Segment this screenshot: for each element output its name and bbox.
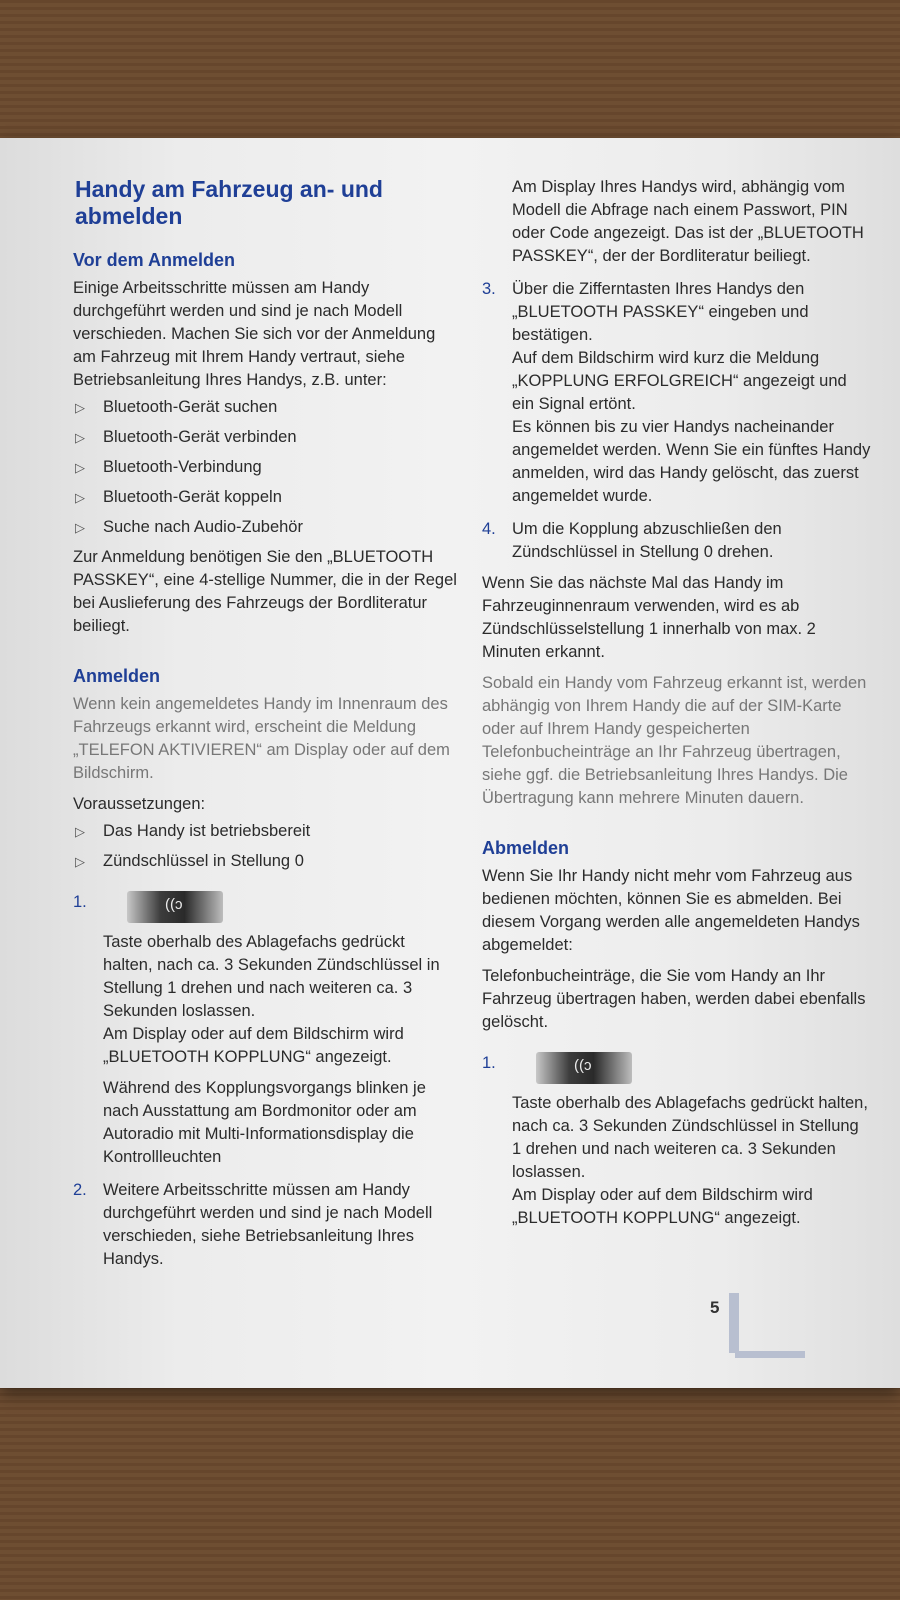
abmelden-step-1 [482,1052,872,1230]
step-1-result: Am Display oder auf dem Bildschirm wird „BLUETOOTH KOPPLUNG“ angezeigt. [103,1025,404,1066]
triangle-bullet-icon: ▷ [75,520,85,535]
triangle-bullet-icon: ▷ [75,824,85,839]
step-4-text: Um die Kopplung abzuschließen den Zündschlüssel in Stellung 0 drehen. [512,520,782,561]
step-3 [482,278,872,508]
phone-key-icon: ((ↄ [127,891,223,923]
phone-key-icon: ((ↄ [536,1052,632,1084]
page-title: Handy am Fahrzeug an- und abmelden [75,176,383,229]
left-column [73,176,458,1271]
step-number: 3. [482,280,496,298]
paragraph-abmelden: Wenn Sie Ihr Handy nicht mehr vom Fahrzeug aus bedienen möchten, können Sie es abmelden. Bei diesem Vorgang werden alle angemeldeten Handys abgemeldet: [482,867,860,954]
step-3-result: Auf dem Bildschirm wird kurz die Meldung „KOPPLUNG ERFOLGREICH“ angezeigt und ein Signal ertönt. [512,349,847,413]
step-1-note: Während des Kopplungsvorgangs blinken je nach Ausstattung am Bordmonitor oder am Autoradio mit Multi-Informationsdisplay die Kontrollleuchten [103,1079,426,1166]
paragraph-continued: Am Display Ihres Handys wird, abhängig vom Modell die Abfrage nach einem Passwort, PIN oder Code angezeigt. Das ist der „BLUETOOTH PASSKEY“, der der Bordliteratur beiliegt. [512,178,864,265]
right-column [482,176,872,1230]
triangle-bullet-icon: ▷ [75,854,85,869]
triangle-bullet-icon: ▷ [75,460,85,475]
prerequisites-label: Voraussetzungen: [73,795,206,813]
list-item: ▷ Zündschlüssel in Stellung 0 [75,850,458,873]
step-3-text: Über die Zifferntasten Ihres Handys den „BLUETOOTH PASSKEY“ eingeben und bestätigen. [512,280,809,344]
triangle-bullet-icon: ▷ [75,490,85,505]
paragraph-phonebook-transfer: Sobald ein Handy vom Fahrzeug erkannt ist, werden abhängig von Ihrem Handy die auf der SIM-Karte oder auf Ihrem Handy gespeicherten Telefonbucheinträge an Ihr Fahrzeug übertragen, siehe ggf. die Betriebsanleitung Ihres Handys. Die Übertragung kann mehrere Minuten dauern. [482,674,867,807]
list-item: ▷ Bluetooth-Gerät verbinden [75,426,458,449]
paragraph-anmelden: Wenn kein angemeldetes Handy im Innenraum des Fahrzeugs erkannt wird, erscheint die Meldung „TELEFON AKTIVIEREN“ am Display oder auf dem Bildschirm. [73,695,450,782]
page-marker-bar [729,1293,739,1353]
list-item: ▷ Bluetooth-Verbindung [75,456,458,479]
step-2 [73,1179,458,1271]
manual-page [0,138,900,1388]
bluetooth-menu-list [75,396,458,539]
page-marker-bar-horizontal [735,1351,805,1358]
abmelden-step-1-result: Am Display oder auf dem Bildschirm wird „BLUETOOTH KOPPLUNG“ angezeigt. [512,1186,813,1227]
step-1-text: Taste oberhalb des Ablagefachs gedrückt halten, nach ca. 3 Sekunden Zündschlüssel in Stellung 1 drehen und nach weiteren ca. 3 Sekunden loslassen. [103,933,440,1020]
section-heading-abmelden: Abmelden [482,838,570,858]
page-number: 5 [710,1298,720,1317]
triangle-bullet-icon: ▷ [75,400,85,415]
abmelden-step-1-text: Taste oberhalb des Ablagefachs gedrückt halten, nach ca. 3 Sekunden Zündschlüssel in Stellung 1 drehen und nach weiteren ca. 3 Sekunden loslassen. [512,1094,868,1181]
step-2-text: Weitere Arbeitsschritte müssen am Handy durchgeführt werden und sind je nach Modell verschieden, siehe Betriebsanleitung Ihres Handys. [103,1181,433,1268]
list-item: ▷ Suche nach Audio-Zubehör [75,516,458,539]
step-number: 2. [73,1181,87,1199]
paragraph-passkey: Zur Anmeldung benötigen Sie den „BLUETOOTH PASSKEY“, eine 4-stellige Nummer, die in der Regel bei Auslieferung des Fahrzeugs der Bordliteratur beiliegt. [73,548,457,635]
step-number: 4. [482,520,496,538]
step-1 [73,891,458,1169]
paragraph-next-time: Wenn Sie das nächste Mal das Handy im Fahrzeuginnenraum verwenden, wird es ab Zündschlüsselstellung 1 innerhalb von max. 2 Minuten erkannt. [482,574,816,661]
step-number: 1. [482,1054,496,1072]
triangle-bullet-icon: ▷ [75,430,85,445]
list-item: ▷ Bluetooth-Gerät suchen [75,396,458,419]
paragraph-phonebook-deleted: Telefonbucheinträge, die Sie vom Handy an Ihr Fahrzeug übertragen haben, werden dabei ebenfalls gelöscht. [482,967,866,1031]
paragraph-intro: Einige Arbeitsschritte müssen am Handy durchgeführt werden und sind je nach Modell verschieden. Machen Sie sich vor der Anmeldung am Fahrzeug mit Ihrem Handy vertraut, siehe Betriebsanleitung Ihres Handys, z.B. unter: [73,279,436,389]
section-heading-vor-dem-anmelden: Vor dem Anmelden [73,250,236,270]
step-3-note: Es können bis zu vier Handys nacheinander angemeldet werden. Wenn Sie ein fünftes Handy anmelden, wird das Handy gelöscht, das zuerst angemeldet wurde. [512,418,871,505]
step-number: 1. [73,893,87,911]
list-item: ▷ Bluetooth-Gerät koppeln [75,486,458,509]
prerequisites-list [75,820,458,873]
step-4 [482,518,872,564]
list-item: ▷ Das Handy ist betriebsbereit [75,820,458,843]
section-heading-anmelden: Anmelden [73,666,161,686]
